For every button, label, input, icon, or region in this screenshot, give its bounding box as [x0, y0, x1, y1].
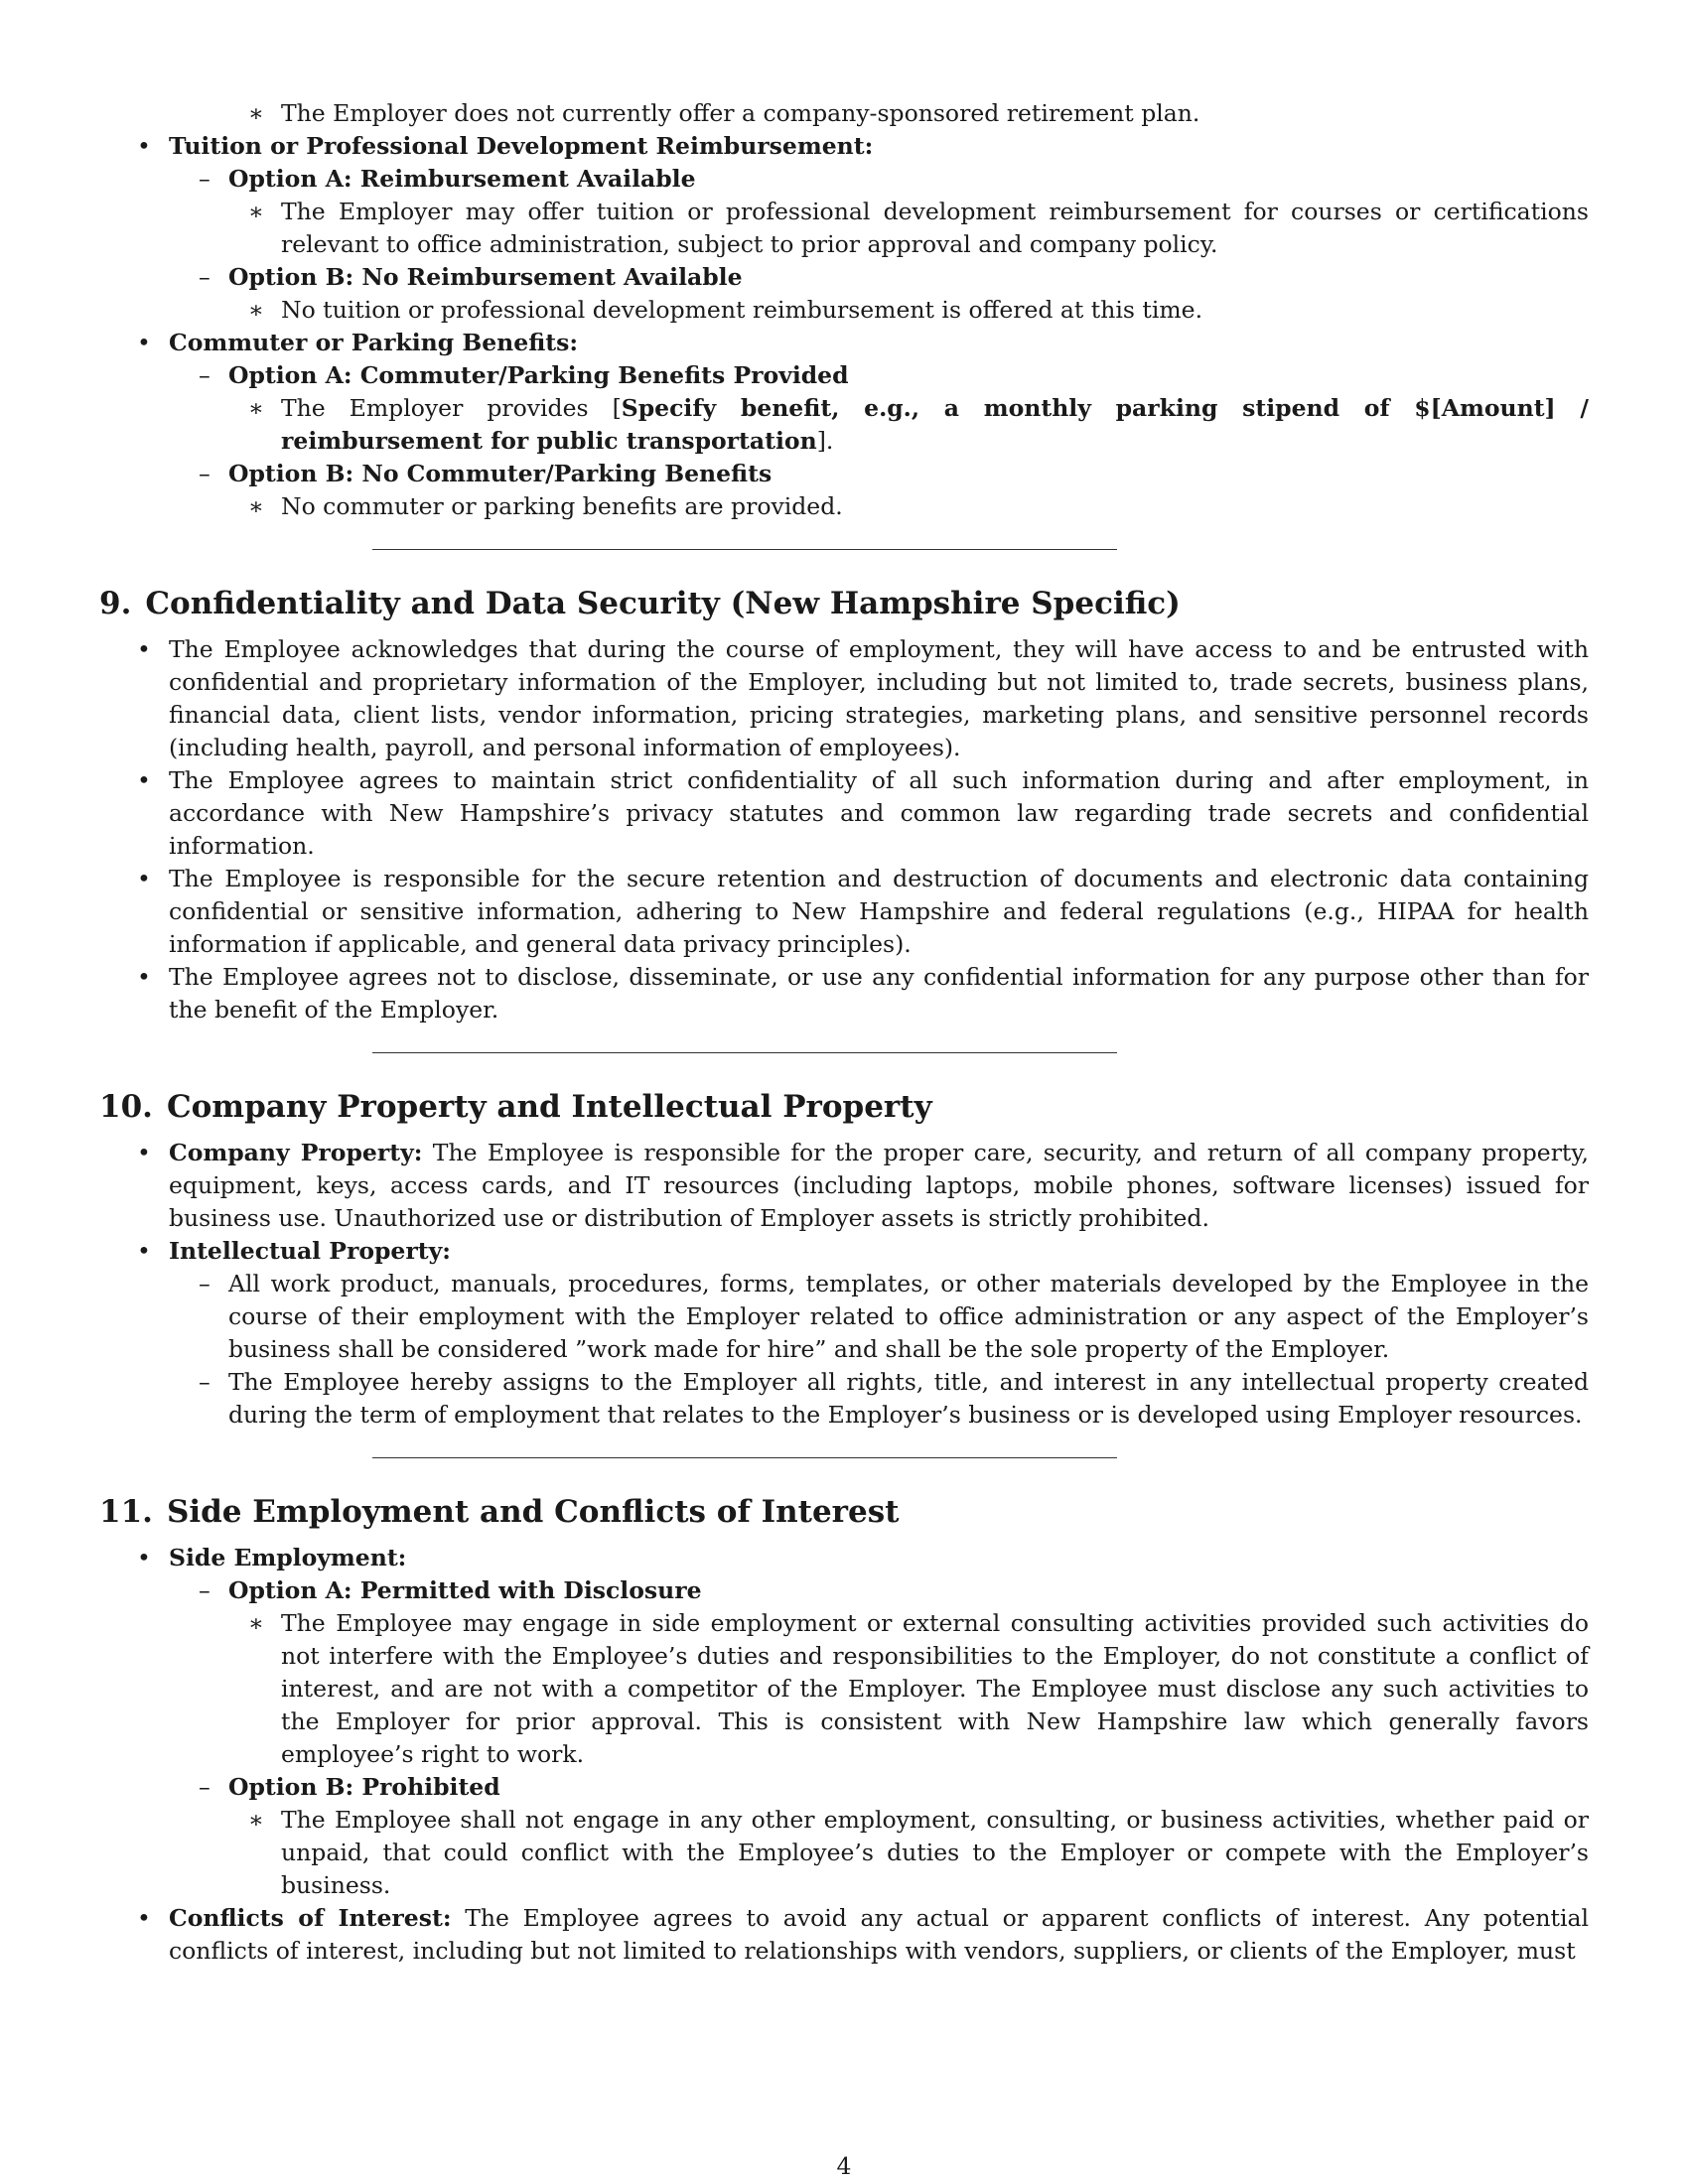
conflicts-item: • Conflicts of Interest: The Employee agrees to avoid any actual or apparent conflicts of interest. Any potential conflicts of interest, including but not limited to relationships with vendors, suppliers, or clients of the Employer, must: [137, 1904, 1589, 1965]
company-property-item: • Company Property: The Employee is responsible for the proper care, security, and return of all company property, equipment, keys, access cards, and IT resources (including laptops, mobile phones, software licenses) issued for business use. Unauthorized use or distribution of Employer assets is strictly prohibited.: [137, 1139, 1589, 1232]
bullet-icon: •: [137, 1544, 151, 1571]
side-option-b: – Option B: Prohibited: [99, 1771, 1589, 1804]
section-9-item: • The Employee is responsible for the secure retention and destruction of documents and electronic data containing confidential or sensitive information, adhering to New Hampshire and federal regulations (e.g., HIPAA for health information if applicable, and general data privacy principles).: [137, 865, 1589, 958]
tuition-option-b: – Option B: No Reimbursement Available: [99, 261, 1589, 294]
tuition-option-a: – Option A: Reimbursement Available: [99, 163, 1589, 196]
section-divider: [372, 1457, 1117, 1458]
tuition-item: [99, 130, 1589, 163]
commuter-heading: Commuter or Parking Benefits:: [169, 329, 579, 356]
section-9-list: [99, 633, 1589, 1026]
asterisk-marker-icon: ∗: [248, 1609, 264, 1637]
dash-marker-icon: –: [199, 361, 211, 389]
section-11-list: [99, 1542, 1589, 1968]
section-divider: [372, 1052, 1117, 1053]
page-number: 4: [836, 2152, 852, 2180]
side-option-a-text: ∗ The Employee may engage in side employment or external consulting activities provided such activities do not interfere with the Employee’s duties and responsibilities to the Employer, do not constitute a conflict of interest, and are not with a competitor of the Employer. The Employee must disclose any such activities to the Employer for prior approval. This is consistent with New Hampshire law which generally favors employee’s right to work.: [248, 1609, 1589, 1768]
bullet-icon: •: [137, 865, 151, 892]
asterisk-marker-icon: ∗: [248, 492, 264, 520]
asterisk-marker-icon: ∗: [248, 99, 264, 127]
commuter-option-a: – Option A: Commuter/Parking Benefits Provided: [99, 359, 1589, 392]
intellectual-property-item: • Intellectual Property:: [99, 1235, 1589, 1268]
ip-subitem: – The Employee hereby assigns to the Employer all rights, title, and interest in any intellectual property created during the term of employment that relates to the Employer’s business or is developed using Employer resources.: [199, 1368, 1589, 1429]
dash-marker-icon: –: [199, 1270, 211, 1297]
asterisk-marker-icon: ∗: [248, 198, 264, 225]
dash-marker-icon: –: [199, 460, 211, 487]
commuter-option-a-text: ∗ The Employer provides [Specify benefit, e.g., a monthly parking stipend of $[Amount] / reimbursement for public transportation].: [248, 394, 1589, 455]
bullet-icon: •: [137, 1904, 151, 1932]
section-10-list: [99, 1137, 1589, 1432]
benefits-list-continued: [99, 97, 1589, 523]
retirement-option-b-item: ∗ The Employer does not currently offer a company-sponsored retirement plan.: [99, 97, 1589, 130]
side-option-b-text: ∗ The Employee shall not engage in any other employment, consulting, or business activities, whether paid or unpaid, that could conflict with the Employee’s duties to the Employer or compete with the Employer’s business.: [248, 1806, 1589, 1899]
bullet-icon: •: [137, 1237, 151, 1265]
section-9-item: • The Employee agrees not to disclose, disseminate, or use any confidential information for any purpose other than for the benefit of the Employer.: [137, 963, 1589, 1024]
tuition-option-a-text: ∗ The Employer may offer tuition or professional development reimbursement for courses or certifications relevant to office administration, subject to prior approval and company policy.: [248, 198, 1589, 258]
asterisk-marker-icon: ∗: [248, 394, 264, 422]
section-10-heading: 10. Company Property and Intellectual Property: [99, 1089, 932, 1125]
side-option-a: – Option A: Permitted with Disclosure: [99, 1574, 1589, 1607]
bullet-icon: •: [137, 963, 151, 991]
commuter-item: [99, 327, 1589, 359]
bullet-icon: •: [137, 635, 151, 663]
section-9-heading: 9. Confidentiality and Data Security (New Hampshire Specific): [99, 586, 1181, 621]
section-11-heading: 11. Side Employment and Conflicts of Interest: [99, 1494, 900, 1530]
side-employment-item: • Side Employment:: [99, 1542, 1589, 1574]
ip-subitem: – All work product, manuals, procedures, forms, templates, or other materials developed by the Employee in the course of their employment with the Employer related to office administration or any aspect of the Employer’s business shall be considered ”work made for hire” and shall be the sole property of the Employer.: [199, 1270, 1589, 1363]
commuter-option-b: – Option B: No Commuter/Parking Benefits: [99, 458, 1589, 490]
asterisk-marker-icon: ∗: [248, 296, 264, 324]
dash-marker-icon: –: [199, 263, 211, 291]
commuter-option-b-text: ∗ No commuter or parking benefits are provided.: [99, 490, 1589, 523]
dash-marker-icon: –: [199, 1368, 211, 1396]
bullet-icon: •: [137, 132, 151, 160]
asterisk-marker-icon: ∗: [248, 1806, 264, 1834]
dash-marker-icon: –: [199, 1773, 211, 1801]
bullet-icon: •: [137, 329, 151, 356]
tuition-option-b-text: ∗ No tuition or professional development reimbursement is offered at this time.: [99, 294, 1589, 327]
bullet-icon: •: [137, 1139, 151, 1166]
page-content: [99, 97, 1589, 1968]
section-divider: [372, 549, 1117, 550]
section-9-item: • The Employee acknowledges that during the course of employment, they will have access to and be entrusted with confidential and proprietary information of the Employer, including but not limited to, trade secrets, business plans, financial data, client lists, vendor information, pricing strategies, marketing plans, and sensitive personnel records (including health, payroll, and personal information of employees).: [137, 635, 1589, 761]
tuition-heading: Tuition or Professional Development Reimbursement:: [169, 132, 874, 160]
dash-marker-icon: –: [199, 165, 211, 193]
dash-marker-icon: –: [199, 1576, 211, 1604]
bullet-icon: •: [137, 766, 151, 794]
section-9-item: • The Employee agrees to maintain strict confidentiality of all such information during and after employment, in accordance with New Hampshire’s privacy statutes and common law regarding trade secrets and confidential information.: [137, 766, 1589, 860]
